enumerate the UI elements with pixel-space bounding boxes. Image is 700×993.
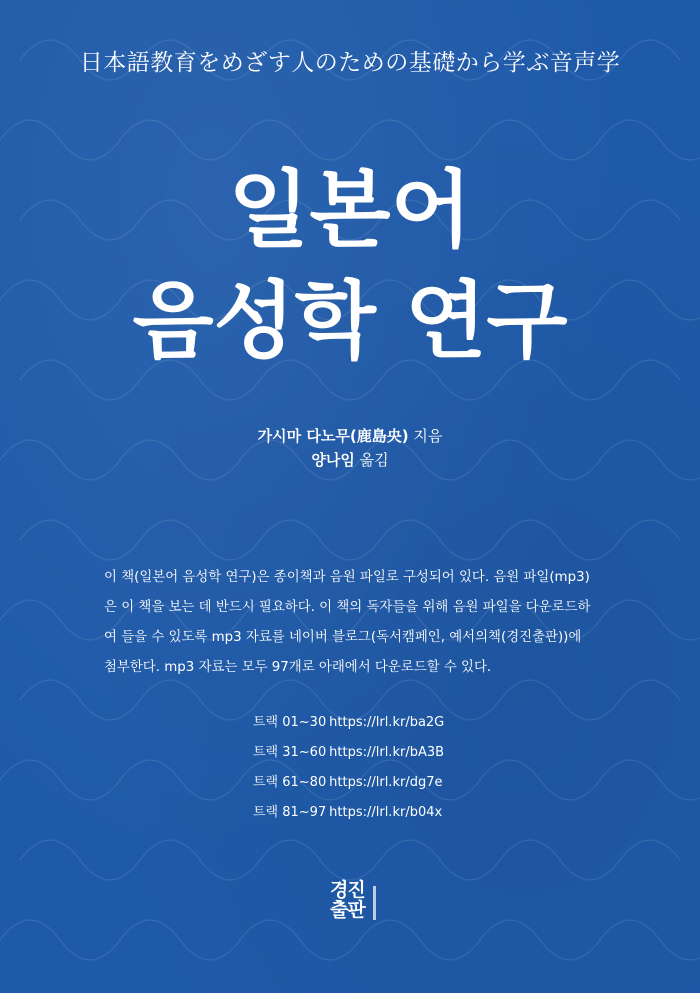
japanese-subtitle: 日本語教育をめざす人のための基礎から学ぶ音声学 xyxy=(79,50,621,76)
book-title-line-2: 음성학 연구 xyxy=(132,272,568,370)
author-role: 지음 xyxy=(413,427,443,445)
description-line: 여 들을 수 있도록 mp3 자료를 네이버 블로그(독서캠페인, 예서의책(경진출판))에 xyxy=(104,630,582,645)
track-row xyxy=(253,804,444,834)
publisher-logo-line-2: 출판 xyxy=(330,899,365,921)
translator-role: 옮김 xyxy=(359,451,389,469)
translator-name: 양나임 xyxy=(311,451,355,469)
description-line: 이 책(일본어 음성학 연구)은 종이책과 음원 파일로 구성되어 있다. 음원 파일(mp3) xyxy=(104,570,590,585)
track-row xyxy=(253,744,444,774)
track-range: 트랙 61~80 xyxy=(253,775,327,790)
track-url-link[interactable]: https://lrl.kr/ba2G xyxy=(329,715,445,730)
track-row xyxy=(253,774,444,804)
description-line: 첨부한다. mp3 자료는 모두 97개로 아래에서 다운로드할 수 있다. xyxy=(104,660,492,675)
description-line: 은 이 책을 보는 데 반드시 필요하다. 이 책의 독자들을 위해 음원 파일을 다운로드하 xyxy=(104,600,591,615)
track-range: 트랙 31~60 xyxy=(253,745,327,760)
track-url-link[interactable]: https://lrl.kr/b04x xyxy=(329,805,443,820)
track-url-link[interactable]: https://lrl.kr/dg7e xyxy=(329,775,443,790)
track-range: 트랙 81~97 xyxy=(253,805,327,820)
publisher-logo-mark xyxy=(373,886,376,920)
translator-credit xyxy=(0,449,700,470)
author-name: 가시마 다노무(鹿島央) xyxy=(257,427,409,445)
track-row xyxy=(253,714,444,744)
track-range: 트랙 01~30 xyxy=(253,715,327,730)
author-credit xyxy=(0,425,700,446)
book-title-line-1: 일본어 xyxy=(228,161,472,259)
description-paragraph xyxy=(104,563,604,683)
publisher-logo-line-1: 경진 xyxy=(330,879,365,901)
publisher-logo xyxy=(330,880,382,928)
track-download-list xyxy=(253,714,444,834)
track-url-link[interactable]: https://lrl.kr/bA3B xyxy=(329,745,445,760)
